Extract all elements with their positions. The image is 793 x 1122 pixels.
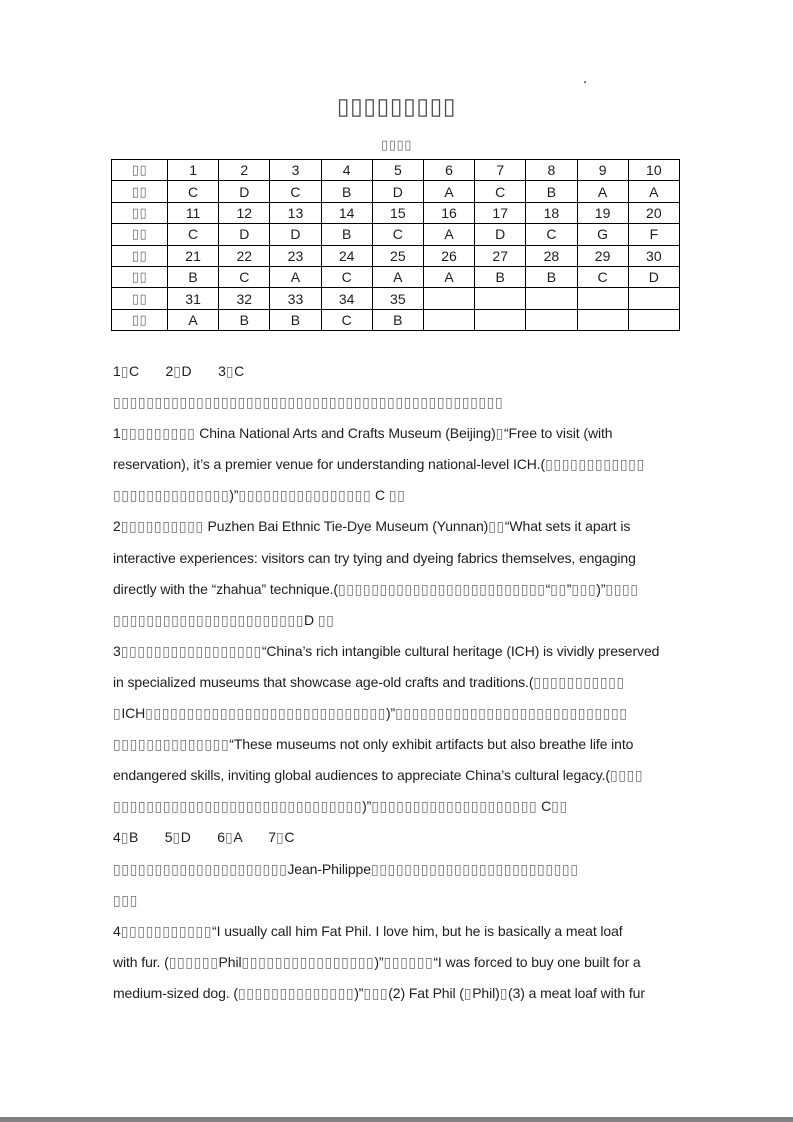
answer-cell: B <box>321 181 372 202</box>
answer-explanations <box>113 356 753 1009</box>
text-line: in specialized museums that showcase age-old crafts and traditions.(▯▯▯▯▯▯▯▯▯▯▯ <box>113 673 625 690</box>
text-line <box>113 387 753 418</box>
answer-cell <box>475 309 526 330</box>
answer-cell: C <box>372 224 423 245</box>
text-line: ▯▯▯▯▯▯▯▯▯▯▯▯▯▯▯▯▯▯▯▯▯▯▯D ▯▯ <box>113 611 335 628</box>
text-line: 1▯▯▯▯▯▯▯▯▯ China National Arts and Crafts Museum (Beijing)▯“Free to visit (with <box>113 425 613 442</box>
question-number-cell: 7 <box>475 160 526 181</box>
answer-cell: B <box>372 309 423 330</box>
question-number-cell: 28 <box>526 245 577 266</box>
tofu-glyph-run: ▯▯▯▯▯▯▯▯▯▯▯▯▯▯▯▯▯▯▯▯▯▯▯▯▯ <box>338 580 546 597</box>
tofu-glyph-run: ▯▯▯▯ <box>605 580 639 597</box>
answer-cell: A <box>577 181 628 202</box>
tofu-glyph-run: ▯▯▯▯▯▯▯▯▯▯▯▯▯▯▯▯▯▯▯▯▯▯▯▯▯▯▯▯▯ <box>145 705 386 722</box>
answer-cell: B <box>168 266 219 287</box>
tofu-glyph-run: ▯▯▯▯▯▯▯▯▯▯▯▯▯▯▯▯ <box>241 953 375 970</box>
tofu-glyph-run: ▯▯ <box>131 311 148 327</box>
question-number-cell: 19 <box>577 202 628 223</box>
row-label-cell <box>112 266 168 287</box>
question-number-cell: 34 <box>321 288 372 309</box>
tofu-glyph-run: ▯▯ <box>131 290 148 306</box>
text-line: 4▯B 5▯D 6▯A 7▯C <box>113 829 295 846</box>
tofu-glyph-run: ▯▯ <box>131 204 148 220</box>
tofu-glyph-run: ▯▯ <box>388 487 406 504</box>
table-row-question-numbers <box>112 160 680 181</box>
question-number-cell: 17 <box>475 202 526 223</box>
answer-cell <box>577 309 628 330</box>
tofu-glyph-run: ▯▯▯▯▯▯▯▯▯▯▯▯▯▯▯▯▯▯▯▯▯▯▯▯▯ <box>370 860 579 877</box>
tofu-glyph-run: ▯▯ <box>131 162 148 178</box>
text-line: 3▯▯▯▯▯▯▯▯▯▯▯▯▯▯▯▯▯“China’s rich intangible cultural heritage (ICH) is vividly preserved <box>113 642 660 659</box>
answer-cell: F <box>628 224 679 245</box>
tofu-glyph-run: ▯▯▯▯▯▯▯▯▯▯▯▯▯▯ <box>113 736 230 753</box>
tofu-glyph-run: ▯▯▯▯▯▯▯▯▯▯▯▯ <box>545 456 645 473</box>
question-number-cell: 33 <box>270 288 321 309</box>
answer-cell: B <box>270 309 321 330</box>
tofu-glyph-run: ▯ <box>499 984 509 1001</box>
question-number-cell: 1 <box>168 160 219 181</box>
text-line: ▯ICH▯▯▯▯▯▯▯▯▯▯▯▯▯▯▯▯▯▯▯▯▯▯▯▯▯▯▯▯▯)”▯▯▯▯▯▯▯▯▯▯▯▯▯▯▯▯▯▯▯▯▯▯▯▯▯▯▯▯ <box>113 705 628 722</box>
text-line: ▯▯▯▯▯▯▯▯▯▯▯▯▯▯)”▯▯▯▯▯▯▯▯▯▯▯▯▯▯▯▯ C ▯▯ <box>113 487 406 504</box>
question-number-cell: 29 <box>577 245 628 266</box>
question-number-cell: 20 <box>628 202 679 223</box>
tofu-glyph-run: ▯▯▯▯▯▯ <box>383 953 434 970</box>
answer-cell: C <box>168 181 219 202</box>
window-edge-bar <box>0 1117 793 1122</box>
tofu-glyph-run: ▯ <box>225 363 235 379</box>
question-number-cell: 16 <box>423 202 474 223</box>
question-number-cell: 8 <box>526 160 577 181</box>
question-number-cell: 10 <box>628 160 679 181</box>
tofu-glyph-run: ▯▯▯▯ <box>609 767 644 784</box>
text-line: interactive experiences: visitors can try tying and dyeing fabrics themselves, engaging <box>113 549 636 566</box>
table-row-question-numbers <box>112 288 680 309</box>
tofu-glyph-run: ▯▯▯▯ <box>380 137 412 152</box>
answer-cell: C <box>577 266 628 287</box>
question-number-cell: 18 <box>526 202 577 223</box>
question-number-cell: 12 <box>219 202 270 223</box>
answer-cell <box>423 309 474 330</box>
answer-cell: A <box>423 224 474 245</box>
table-row-answers <box>112 224 680 245</box>
answer-cell <box>628 309 679 330</box>
tofu-glyph-run: ▯▯ <box>550 580 567 597</box>
tofu-glyph-run: ▯▯▯ <box>363 984 389 1001</box>
row-label-cell <box>112 309 168 330</box>
answer-cell: D <box>372 181 423 202</box>
question-number-cell: 32 <box>219 288 270 309</box>
question-number-cell: 21 <box>168 245 219 266</box>
answer-cell: D <box>475 224 526 245</box>
tofu-glyph-run: ▯▯▯▯▯▯▯▯▯▯▯▯▯▯▯▯▯▯▯▯▯▯▯▯▯▯▯▯▯▯▯▯▯▯▯▯▯▯▯▯▯▯▯▯▯▯▯ <box>113 394 504 411</box>
stray-mark: . <box>583 70 588 87</box>
answer-cell: D <box>628 266 679 287</box>
answer-cell: A <box>423 266 474 287</box>
tofu-glyph-run: ▯ <box>225 829 234 846</box>
tofu-glyph-run: ▯▯▯ <box>571 580 597 597</box>
tofu-glyph-run: ▯ <box>463 984 473 1001</box>
tofu-glyph-run: ▯▯ <box>131 226 148 242</box>
table-row-answers <box>112 181 680 202</box>
answer-cell: C <box>270 181 321 202</box>
tofu-glyph-run: ▯▯▯▯▯▯▯▯▯ <box>120 425 196 442</box>
tofu-glyph-run: ▯ <box>173 363 182 379</box>
table-row-answers <box>112 309 680 330</box>
answer-key-table <box>111 159 680 331</box>
question-number-cell: 4 <box>321 160 372 181</box>
question-number-cell: 14 <box>321 202 372 223</box>
tofu-glyph-run: ▯ <box>172 829 181 846</box>
table-row-answers <box>112 266 680 287</box>
text-line: medium-sized dog. (▯▯▯▯▯▯▯▯▯▯▯▯▯▯)”▯▯▯(2) Fat Phil (▯Phil)▯(3) a meat loaf with fur <box>113 984 645 1001</box>
question-number-cell: 30 <box>628 245 679 266</box>
answer-cell: D <box>219 224 270 245</box>
question-number-cell: 6 <box>423 160 474 181</box>
tofu-glyph-run: ▯ <box>120 363 129 379</box>
question-number-cell: 2 <box>219 160 270 181</box>
question-number-cell: 5 <box>372 160 423 181</box>
tofu-glyph-run: ▯▯▯▯▯▯▯▯▯▯▯▯▯▯ <box>237 984 355 1001</box>
question-number-cell: 23 <box>270 245 321 266</box>
question-number-cell: 22 <box>219 245 270 266</box>
text-line <box>113 885 753 916</box>
answer-cell: C <box>168 224 219 245</box>
question-number-cell <box>475 288 526 309</box>
tofu-glyph-run: ▯ <box>495 425 504 442</box>
row-label-cell <box>112 202 168 223</box>
tofu-glyph-run: ▯▯▯▯▯▯▯▯▯▯▯▯▯▯▯▯▯▯▯▯▯▯▯▯▯▯▯▯▯▯ <box>113 798 363 815</box>
question-number-cell: 13 <box>270 202 321 223</box>
tofu-glyph-run: ▯▯▯▯▯▯▯▯▯▯▯ <box>533 673 625 690</box>
row-label-cell <box>112 288 168 309</box>
tofu-glyph-run: ▯▯ <box>551 798 568 815</box>
text-line: 2▯▯▯▯▯▯▯▯▯▯ Puzhen Bai Ethnic Tie-Dye Museum (Yunnan)▯▯“What sets it apart is <box>113 518 631 535</box>
answer-cell: B <box>475 266 526 287</box>
question-number-cell <box>577 288 628 309</box>
question-number-cell: 31 <box>168 288 219 309</box>
question-number-cell: 3 <box>270 160 321 181</box>
answer-cell: C <box>526 224 577 245</box>
tofu-glyph-run: ▯▯▯▯▯▯▯▯▯▯▯▯▯▯▯▯▯▯▯▯▯ <box>113 860 288 877</box>
page-title <box>0 93 793 120</box>
tofu-glyph-run: ▯▯ <box>131 183 148 199</box>
question-number-cell: 27 <box>475 245 526 266</box>
answer-cell: B <box>526 266 577 287</box>
question-number-cell: 9 <box>577 160 628 181</box>
tofu-glyph-run: ▯▯▯▯▯▯▯▯▯▯▯▯▯▯▯▯▯▯▯▯ <box>371 798 538 815</box>
tofu-glyph-run: ▯▯▯▯▯▯▯▯▯▯ <box>120 518 204 535</box>
answer-cell: A <box>423 181 474 202</box>
answer-cell: C <box>321 309 372 330</box>
question-number-cell <box>423 288 474 309</box>
tofu-glyph-run: ▯▯ <box>131 247 148 263</box>
text-line: ▯▯▯▯▯▯▯▯▯▯▯▯▯▯▯▯▯▯▯▯▯▯▯▯▯▯▯▯▯▯)”▯▯▯▯▯▯▯▯▯▯▯▯▯▯▯▯▯▯▯▯ C▯▯ <box>113 798 568 815</box>
row-label-cell <box>112 160 168 181</box>
tofu-glyph-run: ▯▯▯▯▯▯▯▯▯▯▯▯▯▯▯▯ <box>238 487 372 504</box>
tofu-glyph-run: ▯ <box>113 705 122 722</box>
row-label-cell <box>112 224 168 245</box>
answer-cell: B <box>321 224 372 245</box>
tofu-glyph-run: ▯▯▯▯▯▯▯▯▯▯▯▯▯▯ <box>113 487 230 504</box>
table-row-question-numbers <box>112 245 680 266</box>
question-number-cell: 11 <box>168 202 219 223</box>
text-line: 1▯C 2▯D 3▯C <box>113 363 245 379</box>
tofu-glyph-run: ▯▯ <box>488 518 505 535</box>
answer-cell: C <box>219 266 270 287</box>
answer-cell: C <box>321 266 372 287</box>
answer-cell: D <box>219 181 270 202</box>
tofu-glyph-run: ▯ <box>276 829 285 846</box>
question-number-cell: 26 <box>423 245 474 266</box>
tofu-glyph-run: ▯▯▯▯▯▯▯▯▯▯▯ <box>120 922 213 939</box>
question-number-cell: 15 <box>372 202 423 223</box>
answer-cell: A <box>270 266 321 287</box>
tofu-glyph-run: ▯▯▯▯▯▯ <box>168 953 219 970</box>
question-number-cell: 25 <box>372 245 423 266</box>
text-line: reservation), it’s a premier venue for understanding national-level ICH.(▯▯▯▯▯▯▯▯▯▯▯▯ <box>113 456 645 473</box>
text-line: ▯▯▯▯▯▯▯▯▯▯▯▯▯▯▯▯▯▯▯▯▯Jean-Philippe▯▯▯▯▯▯▯▯▯▯▯▯▯▯▯▯▯▯▯▯▯▯▯▯▯ <box>113 860 579 877</box>
row-label-cell <box>112 245 168 266</box>
tofu-glyph-run: ▯▯▯ <box>113 891 138 908</box>
tofu-glyph-run: ▯▯▯▯▯▯▯▯▯▯▯▯▯▯▯▯▯ <box>120 642 262 659</box>
tofu-glyph-run: ▯▯▯▯▯▯▯▯▯▯▯▯▯▯▯▯▯▯▯▯▯▯▯▯▯▯▯▯ <box>395 705 628 722</box>
table-row-question-numbers <box>112 202 680 223</box>
page-subtitle <box>0 137 793 153</box>
answer-cell <box>526 309 577 330</box>
answer-cell: G <box>577 224 628 245</box>
text-line: endangered skills, inviting global audiences to appreciate China’s cultural legacy.(▯▯▯▯ <box>113 767 644 784</box>
answer-cell: B <box>219 309 270 330</box>
tofu-glyph-run: ▯▯ <box>317 611 335 628</box>
answer-cell: A <box>628 181 679 202</box>
row-label-cell <box>112 181 168 202</box>
text-line: 4▯▯▯▯▯▯▯▯▯▯▯“I usually call him Fat Phil. I love him, but he is basically a meat loaf <box>113 922 623 939</box>
question-number-cell: 24 <box>321 245 372 266</box>
text-line: ▯▯▯▯▯▯▯▯▯▯▯▯▯▯“These museums not only exhibit artifacts but also breathe life into <box>113 736 634 753</box>
tofu-glyph-run: ▯ <box>120 829 129 846</box>
text-line: directly with the “zhahua” technique.(▯▯▯▯▯▯▯▯▯▯▯▯▯▯▯▯▯▯▯▯▯▯▯▯▯“▯▯”▯▯▯)”▯▯▯▯ <box>113 580 639 597</box>
tofu-glyph-run: ▯▯ <box>131 269 148 285</box>
answer-cell: C <box>475 181 526 202</box>
question-number-cell: 35 <box>372 288 423 309</box>
tofu-glyph-run: ▯▯▯▯▯▯▯▯▯▯▯▯▯▯▯▯▯▯▯▯▯▯▯ <box>113 611 304 628</box>
answer-cell: B <box>526 181 577 202</box>
tofu-glyph-run: ▯▯▯▯▯▯▯▯▯ <box>336 93 457 119</box>
question-number-cell <box>526 288 577 309</box>
answer-cell: A <box>168 309 219 330</box>
text-line: with fur. (▯▯▯▯▯▯Phil▯▯▯▯▯▯▯▯▯▯▯▯▯▯▯▯)”▯▯▯▯▯▯“I was forced to buy one built for a <box>113 953 641 970</box>
answer-cell: A <box>372 266 423 287</box>
question-number-cell <box>628 288 679 309</box>
answer-cell: D <box>270 224 321 245</box>
